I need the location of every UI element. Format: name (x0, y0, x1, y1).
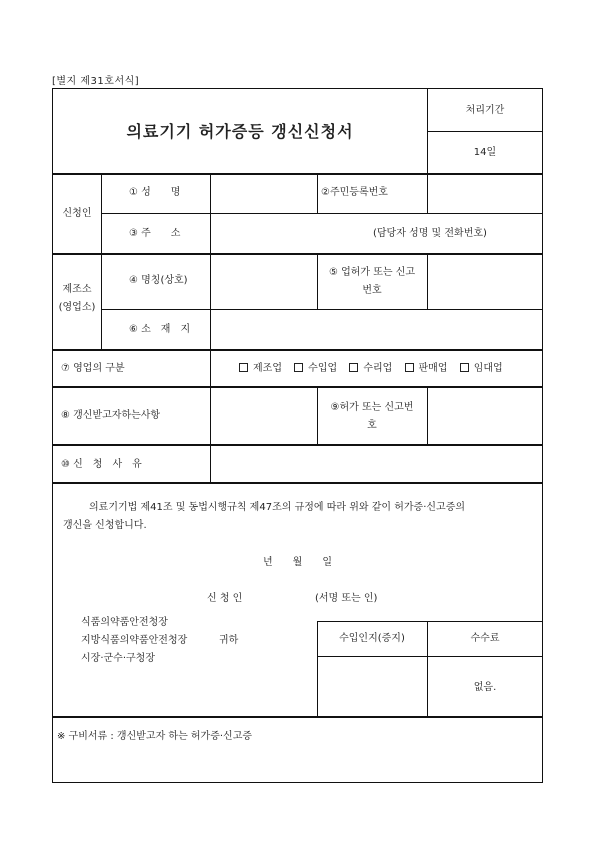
addressee-local-government: 시장·군수·구청장 (81, 653, 155, 664)
business-type-label: ⑦ 영업의 구분 (61, 363, 125, 374)
option-manufacturing[interactable]: 제조업 (239, 363, 282, 374)
contact-note: (담당자 성명 및 전화번호) (373, 228, 487, 239)
location-field[interactable] (211, 310, 542, 349)
fee-value: 없음. (473, 682, 497, 693)
checkbox-icon (349, 363, 358, 372)
location-label: ⑥ 소 재 지 (129, 324, 191, 335)
addressee-mfds: 식품의약품안전청장 (81, 617, 168, 628)
processing-period-label: 처리기간 (465, 105, 505, 116)
cert-number-label: ⑨허가 또는 신고번 (330, 402, 414, 413)
license-number-field[interactable] (428, 254, 542, 309)
applicant-name-field[interactable] (211, 174, 317, 213)
cert-number-field[interactable] (428, 387, 542, 444)
cert-number-label-cont: 호 (367, 420, 377, 431)
signer-label: 신 청 인 (207, 593, 243, 604)
manufacturer-section-label: 제조소 (62, 284, 92, 295)
fee-label: 수수료 (470, 633, 500, 644)
checkbox-icon (294, 363, 303, 372)
option-sales[interactable]: 판매업 (405, 363, 448, 374)
revenue-stamp-label: 수입인지(증지) (339, 633, 405, 644)
applicant-name-label: ① 성 명 (129, 187, 181, 198)
renewal-item-label: ⑧ 갱신받고자하는사항 (61, 410, 161, 421)
required-documents-note: ※ 구비서류 : 갱신받고자 하는 허가증·신고증 (57, 731, 253, 742)
checkbox-icon (239, 363, 248, 372)
manufacturer-name-label: ④ 명칭(상호) (129, 275, 188, 286)
manufacturer-name-field[interactable] (211, 254, 317, 309)
honorific: 귀하 (219, 635, 239, 646)
business-type-options (239, 362, 512, 375)
option-repair[interactable]: 수리업 (349, 363, 392, 374)
id-number-field[interactable] (428, 174, 542, 213)
reason-label: ⑩ 신 청 사 유 (61, 459, 142, 470)
license-number-label-cont: 번호 (362, 285, 382, 296)
date-line: 년 월 일 (263, 557, 332, 568)
form-number-label: [별지 제31호서식] (52, 76, 140, 87)
checkbox-icon (460, 363, 469, 372)
manufacturer-section-sublabel: (영업소) (58, 302, 96, 313)
applicant-section-label: 신청인 (62, 208, 92, 219)
option-rental[interactable]: 임대업 (460, 363, 503, 374)
option-import[interactable]: 수입업 (294, 363, 337, 374)
form-title: 의료기기 허가증등 갱신신청서 (126, 122, 354, 141)
reason-field[interactable] (211, 445, 542, 482)
license-number-label: ⑤ 업허가 또는 신고 (328, 267, 416, 278)
addressee-regional-office: 지방식품의약품안전청장 (81, 635, 188, 646)
renewal-item-field[interactable] (211, 387, 317, 444)
processing-period-value: 14일 (473, 147, 497, 158)
applicant-address-label: ③ 주 소 (129, 228, 181, 239)
declaration-text: 의료기기법 제41조 및 동법시행규칙 제47조의 규정에 따라 위와 같이 허가증·신고증의 (89, 502, 466, 513)
signature-note: (서명 또는 인) (315, 593, 378, 604)
id-number-label: ②주민등록번호 (321, 187, 388, 198)
declaration-text-cont: 갱신을 신청합니다. (63, 520, 147, 531)
application-form (52, 88, 543, 783)
checkbox-icon (405, 363, 414, 372)
